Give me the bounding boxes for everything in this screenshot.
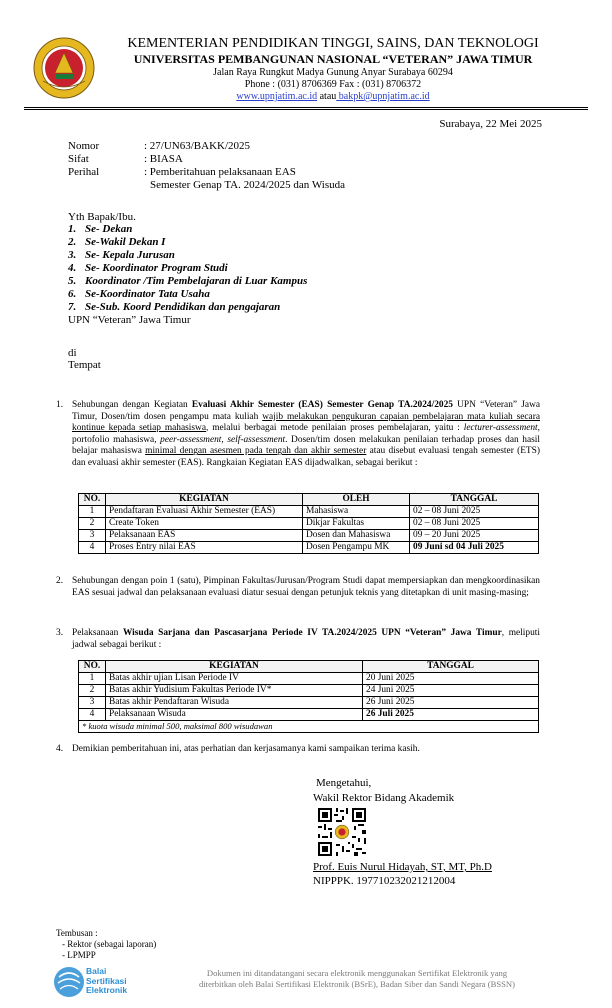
paragraph-wisuda: Pelaksanaan Wisuda Sarjana dan Pascasarjana Periode IV TA.2024/2025 UPN “Veteran” Jawa Timur, meliputi jadwal sebagai berikut : <box>72 628 540 650</box>
cell: Dosen Pengampu MK <box>303 542 410 554</box>
item-number-4: 4. <box>56 744 64 754</box>
recipient-item: 2. Se-Wakil Dekan I <box>68 236 166 248</box>
tembusan-title: Tembusan : <box>56 928 98 938</box>
university-phone: Phone : (031) 8706369 Fax : (031) 8706372 <box>244 79 422 90</box>
website-link[interactable]: www.upnjatim.ac.id <box>236 91 318 102</box>
signatory-nip: NIPPPK. 197710232021212004 <box>313 875 456 887</box>
table-row <box>79 709 539 721</box>
cell: Dosen dan Mahasiswa <box>303 530 410 542</box>
item-number-3: 3. <box>56 628 64 638</box>
recipient-item: 4. Se- Koordinator Program Studi <box>68 262 228 274</box>
recipient-item: 5. Koordinator /Tim Pembelajaran di Luar Kampus <box>68 275 308 287</box>
table-row <box>79 673 539 685</box>
cell: 1 <box>79 673 106 685</box>
meta-label: Sifat <box>68 153 89 165</box>
paragraph-eas: Sehubungan dengan Kegiatan Evaluasi Akhir Semester (EAS) Semester Genap TA.2024/2025 UPN “Veteran” Jawa Timur, Dosen/tim dosen pengampu mata kuliah wajib melakukan pengukuran capaian pembelajaran mata kuliah secara kontinue kepada setiap mahasiswa, melalui berbagai metode penilaian proses pembelajaran, yaitu : lecturer-assessment, portofolio mahasiswa, peer-assessment, self-assessment. Dosen/tim dosen melakukan penilaian terhadap proses dan hasil belajar mahasiswa minimal dengan asesmen pada tengah dan akhir semester atau disebut evaluasi tengah semester (ETS) dan evaluasi akhir semester (EAS). Rangkaian Kegiatan EAS dijadwalkan, sebagai berikut : <box>72 400 541 468</box>
cell: Batas akhir Pendaftaran Wisuda <box>106 697 363 709</box>
item-number-1: 1. <box>56 400 64 410</box>
meta-nomor <box>68 140 488 153</box>
table-note-row <box>79 721 539 733</box>
letterhead-divider-thin <box>24 109 588 110</box>
table-row <box>79 542 539 554</box>
university-address: Jalan Raya Rungkut Madya Gunung Anyar Surabaya 60294 <box>213 67 453 78</box>
cell: Create Token <box>106 518 303 530</box>
letter-meta <box>68 140 488 192</box>
cell: 02 – 08 Juni 2025 <box>410 506 539 518</box>
table-row <box>79 685 539 697</box>
cell: 02 – 08 Juni 2025 <box>410 518 539 530</box>
contact-connector: atau <box>319 91 337 102</box>
recipient-item: 7. Se-Sub. Koord Pendidikan dan pengajaran <box>68 301 281 313</box>
tembusan-block <box>56 928 156 961</box>
meta-label: Perihal <box>68 166 100 178</box>
email-link[interactable]: bakpk@upnjatim.ac.id <box>336 91 430 102</box>
cell: 09 Juni sd 04 Juli 2025 <box>410 542 539 554</box>
recipient-list <box>68 223 468 327</box>
cell: 1 <box>79 506 106 518</box>
university-contact <box>100 91 566 103</box>
col-header: NO. <box>79 661 106 673</box>
cell: 26 Juli 2025 <box>363 709 539 721</box>
cell: Batas akhir Yudisium Fakultas Periode IV* <box>106 685 363 697</box>
cell: Dikjar Fakultas <box>303 518 410 530</box>
meta-value: : 27/UN63/BAKK/2025 <box>144 140 251 152</box>
tempat-text: Tempat <box>68 359 101 371</box>
wisuda-schedule-table <box>78 660 539 733</box>
cell: 3 <box>79 530 106 542</box>
table-row <box>79 530 539 542</box>
table-row <box>79 697 539 709</box>
di-text: di <box>68 347 77 359</box>
quota-note: * kuota wisuda minimal 500, maksimal 800 wisudawan <box>79 721 539 733</box>
table-header-row <box>79 661 539 673</box>
item-number-2: 2. <box>56 576 64 586</box>
cell: 2 <box>79 518 106 530</box>
cell: 4 <box>79 709 106 721</box>
recipient-item: 1. Se- Dekan <box>68 223 133 235</box>
bsre-notice: Dokumen ini ditandatangani secara elektronik menggunakan Sertifikat Elektronik yang diterbitkan oleh Balai Sertifikasi Elektronik (BSrE), Badan Siber dan Sandi Negara (BSSN) <box>199 968 515 989</box>
cell: Batas akhir ujian Lisan Periode IV <box>106 673 363 685</box>
table-row <box>79 506 539 518</box>
meta-value: : BIASA <box>144 153 183 165</box>
recipient-item: 6. Se-Koordinator Tata Usaha <box>68 288 210 300</box>
cell: Pelaksanaan EAS <box>106 530 303 542</box>
cell: Pendaftaran Evaluasi Akhir Semester (EAS) <box>106 506 303 518</box>
meta-sifat <box>68 153 488 166</box>
signature-qr-code <box>316 806 368 858</box>
col-header: NO. <box>79 494 106 506</box>
signature-title: Wakil Rektor Bidang Akademik <box>313 792 455 804</box>
cell: 09 – 20 Juni 2025 <box>410 530 539 542</box>
signature-mengetahui: Mengetahui, <box>316 777 372 789</box>
salutation: Yth Bapak/Ibu. <box>68 211 136 223</box>
col-header: TANGGAL <box>363 661 539 673</box>
col-header: KEGIATAN <box>106 494 303 506</box>
perihal-continuation: Semester Genap TA. 2024/2025 dan Wisuda <box>150 179 346 191</box>
col-header: OLEH <box>303 494 410 506</box>
tembusan-item: - Rektor (sebagai laporan) <box>62 939 157 949</box>
eas-schedule-table <box>78 493 539 554</box>
paragraph-closing: Demikian pemberitahuan ini, atas perhatian dan kerjasamanya kami sampaikan terima kasih. <box>72 744 420 754</box>
cell: 24 Juni 2025 <box>363 685 539 697</box>
recipient-org: UPN “Veteran” Jawa Timur <box>68 314 191 326</box>
col-header: TANGGAL <box>410 494 539 506</box>
bsre-logo-text: Balai Sertifikasi Elektronik <box>86 966 128 995</box>
meta-label: Nomor <box>68 140 100 152</box>
cell: 20 Juni 2025 <box>363 673 539 685</box>
table-header-row <box>79 494 539 506</box>
meta-value: : Pemberitahuan pelaksanaan EAS <box>144 166 296 178</box>
cell: Pelaksanaan Wisuda <box>106 709 363 721</box>
cell: 3 <box>79 697 106 709</box>
letterhead-divider <box>24 107 588 108</box>
ministry-name: KEMENTERIAN PENDIDIKAN TINGGI, SAINS, DAN TEKNOLOGI <box>127 36 539 51</box>
cell: 26 Juni 2025 <box>363 697 539 709</box>
cell: Proses Entry nilai EAS <box>106 542 303 554</box>
university-name: UNIVERSITAS PEMBANGUNAN NASIONAL “VETERAN” JAWA TIMUR <box>133 52 533 66</box>
signatory-name: Prof. Euis Nurul Hidayah, ST, MT, Ph.D <box>313 861 492 873</box>
recipient-item: 3. Se- Kepala Jurusan <box>68 249 175 261</box>
letter-date: Surabaya, 22 Mei 2025 <box>439 118 542 130</box>
tembusan-item: - LPMPP <box>62 950 96 960</box>
university-seal-logo <box>33 37 95 99</box>
cell: 4 <box>79 542 106 554</box>
paragraph-coordination: Sehubungan dengan poin 1 (satu), Pimpinan Fakultas/Jurusan/Program Studi dapat mempersiapkan dan mengkoordinasikan EAS sesuai jadwal dan pelaksanaan evaluasi diatur sesuai dengan petunjuk teknis yang ditetapkan di unit masing-masing; <box>72 576 540 598</box>
table-row <box>79 518 539 530</box>
bsre-logo-icon <box>52 965 86 999</box>
col-header: KEGIATAN <box>106 661 363 673</box>
cell: 2 <box>79 685 106 697</box>
cell: Mahasiswa <box>303 506 410 518</box>
meta-perihal <box>68 166 488 179</box>
